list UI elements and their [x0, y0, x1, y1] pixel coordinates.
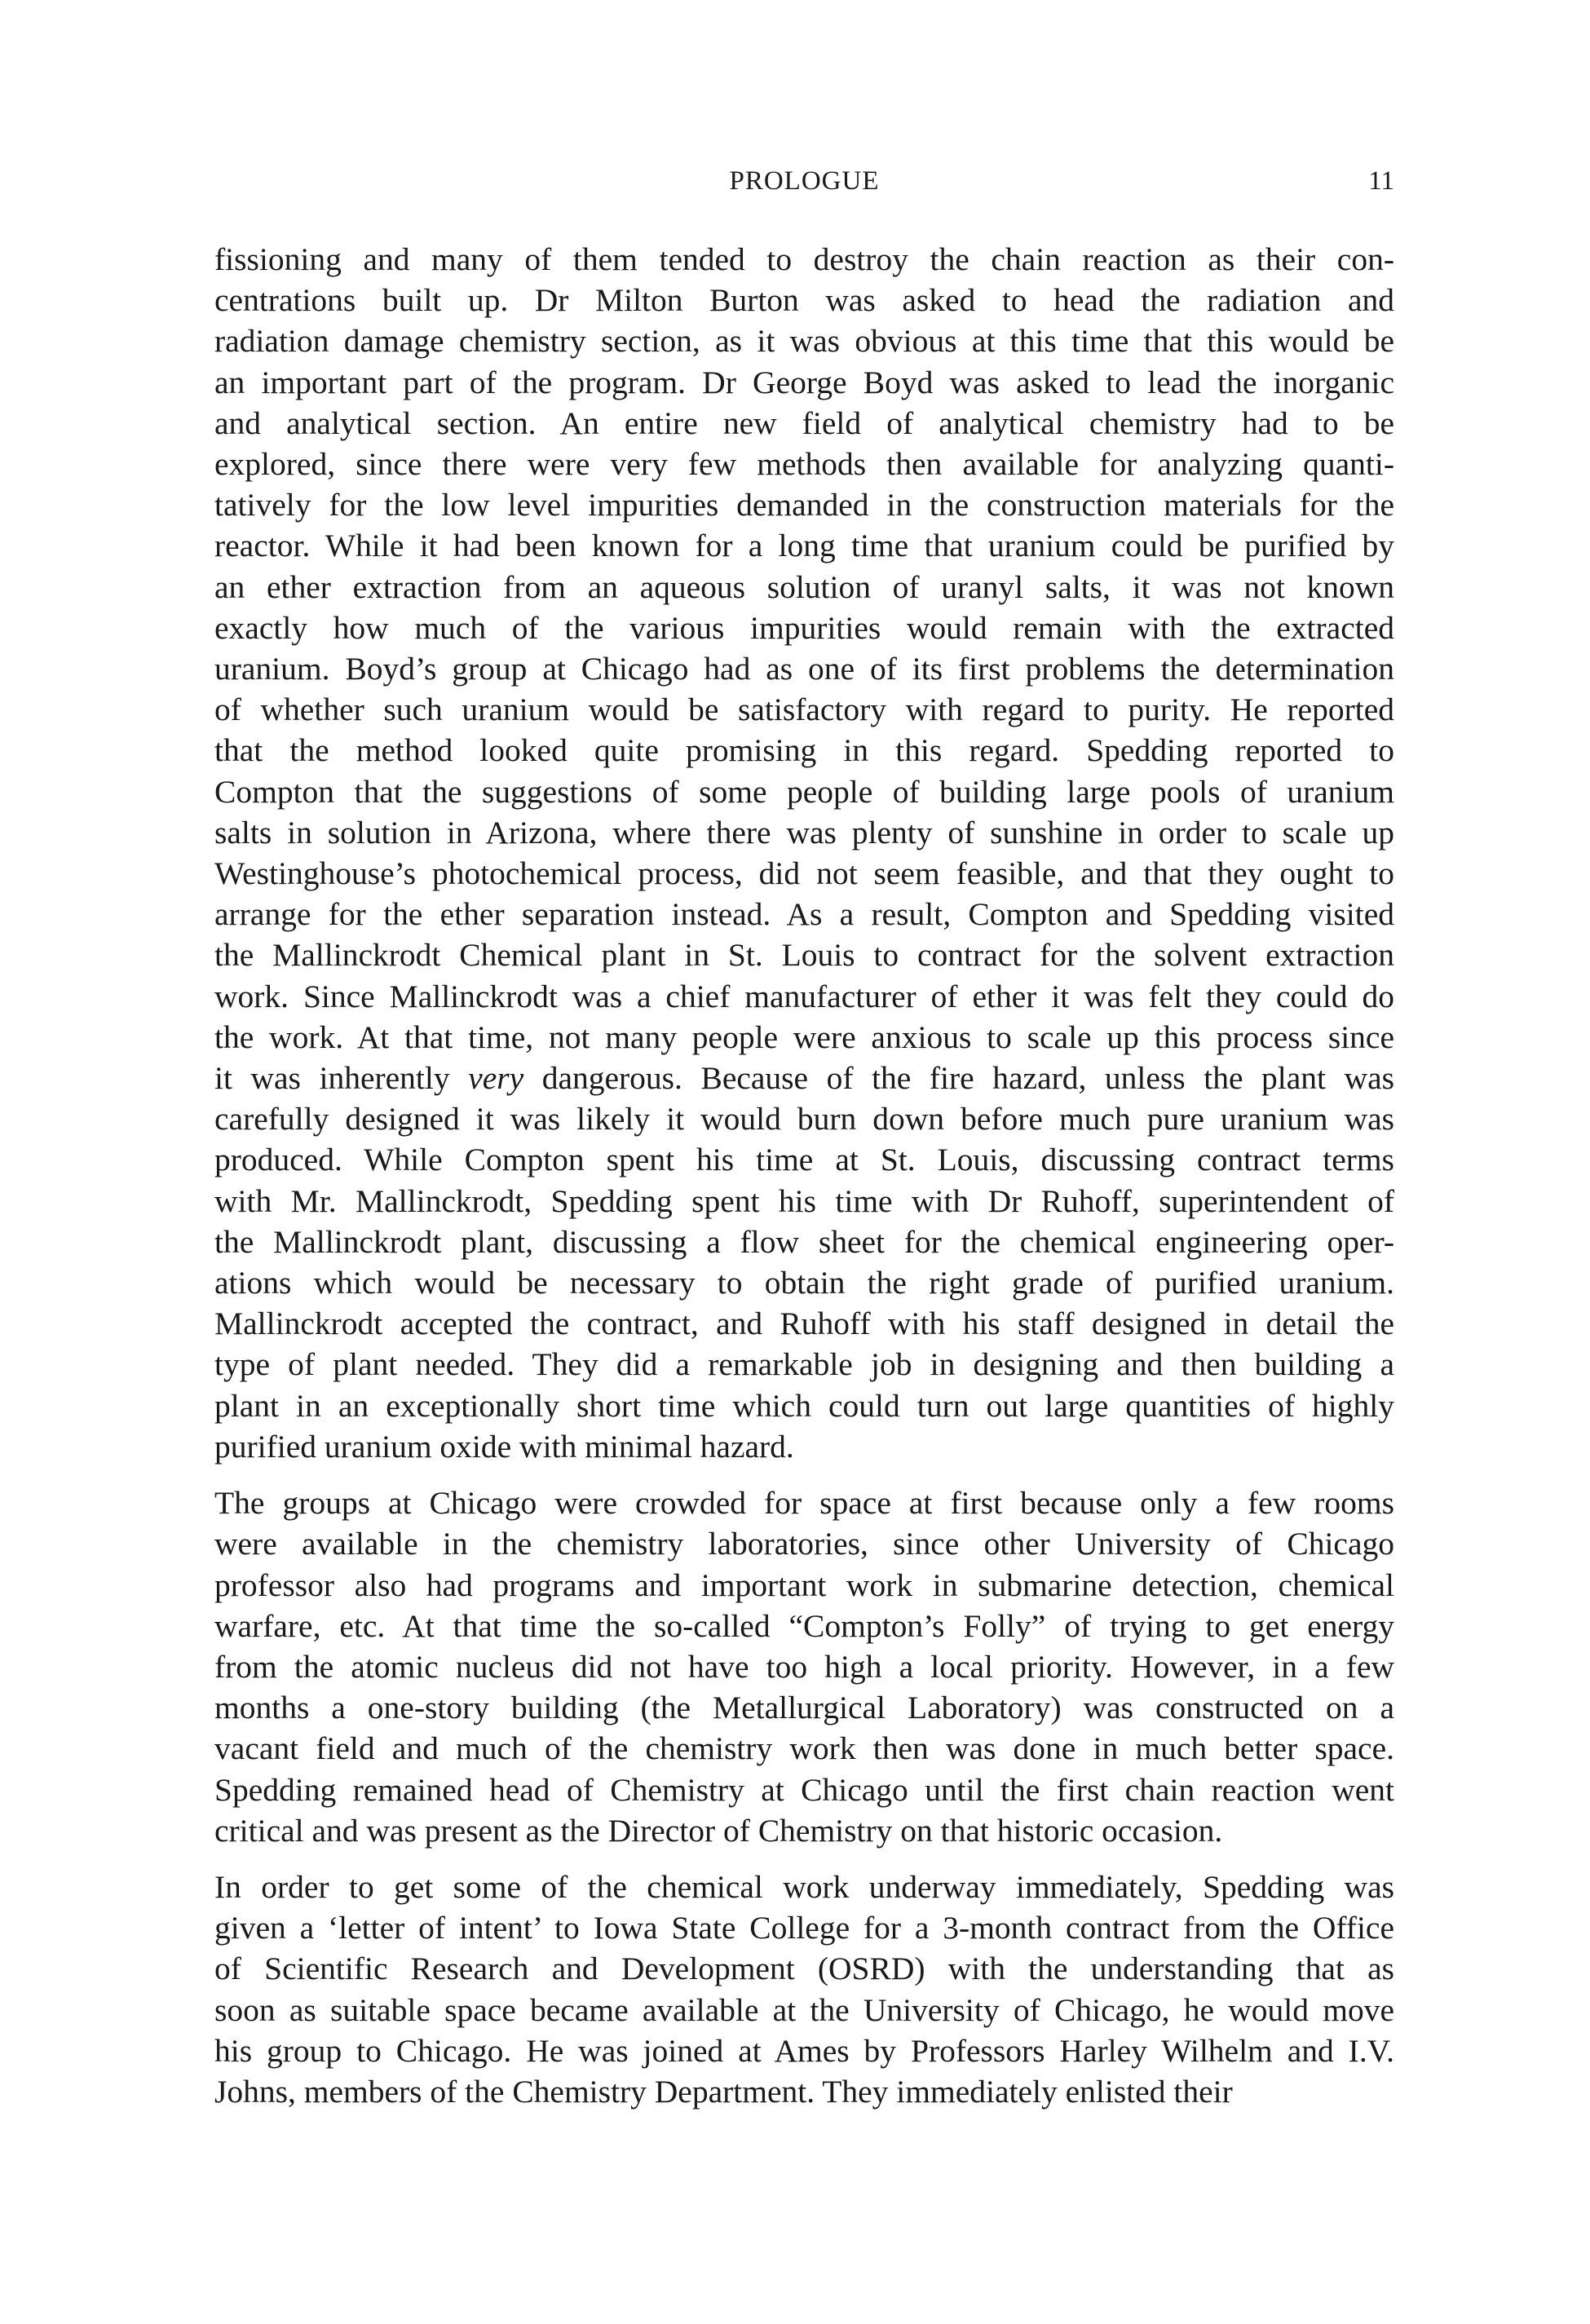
text-line: ations which would be necessary to obtain the right grade of purified uranium. [214, 1265, 1394, 1301]
text-line: months a one-story building (the Metallurgical Laboratory) was constructed on a [214, 1690, 1394, 1726]
text-line: radiation damage chemistry section, as it was obvious at this time that this would be [214, 323, 1394, 360]
running-head [214, 163, 1394, 199]
text-line: produced. While Compton spent his time at St. Louis, discussing contract terms [214, 1142, 1394, 1178]
text-line: of whether such uranium would be satisfactory with regard to purity. He reported [214, 691, 1394, 728]
text-line: exactly how much of the various impurities would remain with the extracted [214, 609, 1394, 646]
text-line: of Scientific Research and Development (OSRD) with the understanding that as [214, 1951, 1394, 1987]
text-line: arrange for the ether separation instead. As a result, Compton and Spedding visited [214, 896, 1394, 933]
text-line: fissioning and many of them tended to destroy the chain reaction as their con- [214, 241, 1394, 277]
text-line: explored, since there were very few methods then available for analyzing quanti- [214, 446, 1394, 483]
text-line: vacant field and much of the chemistry work then was done in much better space. [214, 1730, 1394, 1767]
text-line: the work. At that time, not many people were anxious to scale up this process since [214, 1018, 1394, 1055]
text-line: the Mallinckrodt plant, discussing a flow sheet for the chemical engineering oper- [214, 1223, 1394, 1260]
text-line: The groups at Chicago were crowded for space at first because only a few rooms [214, 1485, 1394, 1522]
text-line: warfare, etc. At that time the so-called “Compton’s Folly” of trying to get energy [214, 1607, 1394, 1644]
paragraph-2 [214, 1482, 1394, 1851]
text-line: centrations built up. Dr Milton Burton was asked to head the radiation and [214, 282, 1394, 319]
text-line: were available in the chemistry laboratories, since other University of Chicago [214, 1526, 1394, 1562]
text-line: the Mallinckrodt Chemical plant in St. Louis to contract for the solvent extraction [214, 937, 1394, 974]
text-line: purified uranium oxide with minimal hazard. [214, 1428, 794, 1465]
text-line: uranium. Boyd’s group at Chicago had as one of its first problems the determination [214, 651, 1394, 687]
italic-word: very [468, 1060, 524, 1097]
text-line: Spedding remained head of Chemistry at Chicago until the first chain reaction went [214, 1771, 1394, 1808]
body-text [214, 239, 1394, 2112]
text-line: Compton that the suggestions of some people of building large pools of uranium [214, 773, 1394, 810]
text-line: critical and was present as the Director of Chemistry on that historic occasion. [214, 1812, 1223, 1849]
text-line: Westinghouse’s photochemical process, did not seem feasible, and that they ought to [214, 855, 1394, 892]
text-line: Johns, members of the Chemistry Department. They immediately enlisted their [214, 2073, 1233, 2110]
text-line: with Mr. Mallinckrodt, Spedding spent his time with Dr Ruhoff, superintendent of [214, 1182, 1394, 1219]
text-line: tatively for the low level impurities demanded in the construction materials for the [214, 487, 1394, 524]
text-line: an important part of the program. Dr George Boyd was asked to lead the inorganic [214, 364, 1394, 400]
text-line: In order to get some of the chemical work underway immediately, Spedding was [214, 1868, 1394, 1905]
text-line: Mallinckrodt accepted the contract, and Ruhoff with his staff designed in detail the [214, 1306, 1394, 1342]
text-line: it was inherently very dangerous. Because of the fire hazard, unless the plant was [214, 1060, 1394, 1097]
page-number: 11 [1368, 166, 1394, 196]
text-line: and analytical section. An entire new field of analytical chemistry had to be [214, 404, 1394, 441]
text-line: his group to Chicago. He was joined at Ames by Professors Harley Wilhelm and I.V. [214, 2032, 1394, 2069]
running-title: PROLOGUE [729, 166, 880, 196]
text-line: given a ‘letter of intent’ to Iowa State College for a 3-month contract from the Office [214, 1910, 1394, 1946]
paragraph-1 [214, 239, 1394, 1467]
text-line: that the method looked quite promising in this regard. Spedding reported to [214, 732, 1394, 769]
text-line: type of plant needed. They did a remarkable job in designing and then building a [214, 1346, 1394, 1383]
text-line: from the atomic nucleus did not have too high a local priority. However, in a few [214, 1648, 1394, 1685]
text-line: work. Since Mallinckrodt was a chief manufacturer of ether it was felt they could do [214, 978, 1394, 1014]
text-line: reactor. While it had been known for a long time that uranium could be purified by [214, 528, 1394, 564]
text-line: soon as suitable space became available at the University of Chicago, he would move [214, 1991, 1394, 2028]
text-line: an ether extraction from an aqueous solution of uranyl salts, it was not known [214, 568, 1394, 605]
paragraph-3 [214, 1867, 1394, 2112]
text-line: professor also had programs and important work in submarine detection, chemical [214, 1566, 1394, 1603]
text-line: carefully designed it was likely it would burn down before much pure uranium was [214, 1101, 1394, 1138]
text-line: salts in solution in Arizona, where there was plenty of sunshine in order to scale up [214, 814, 1394, 851]
text-line: plant in an exceptionally short time which could turn out large quantities of highly [214, 1387, 1394, 1424]
